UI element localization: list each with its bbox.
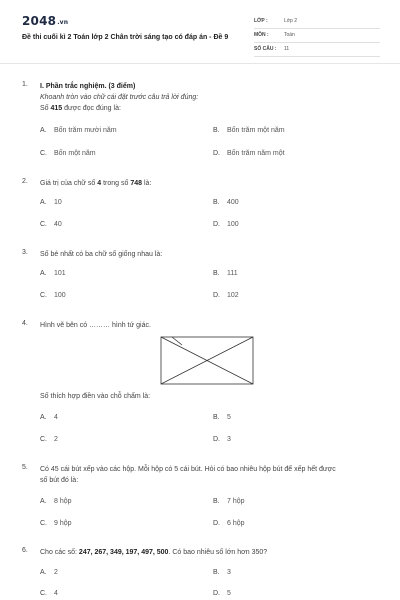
- option-b[interactable]: B. 111: [213, 270, 238, 277]
- meta-count-value: 11: [284, 46, 290, 52]
- question-text: Số bé nhất có ba chữ số giống nhau là:: [40, 251, 163, 258]
- option-c[interactable]: C. 4: [40, 590, 58, 597]
- meta-subject-value: Toán: [284, 32, 295, 38]
- question-number: 5.: [22, 464, 28, 471]
- option-d[interactable]: D. 3: [213, 436, 231, 443]
- question-number: 4.: [22, 320, 28, 327]
- option-c[interactable]: C. 9 hộp: [40, 520, 72, 527]
- question-text-line-1: Có 45 cái bút xếp vào các hộp. Mỗi hộp có 5 cái bút. Hỏi có bao nhiêu hộp bút để xếp hết được: [40, 466, 336, 473]
- option-a[interactable]: A. 10: [40, 199, 62, 206]
- option-b[interactable]: B. Bốn trăm một năm: [213, 127, 285, 134]
- question-number: 1.: [22, 81, 28, 88]
- option-a[interactable]: A. 101: [40, 270, 66, 277]
- question-number: 3.: [22, 249, 28, 256]
- option-b[interactable]: B. 3: [213, 569, 231, 576]
- option-c[interactable]: C. 2: [40, 436, 58, 443]
- option-a[interactable]: A. 2: [40, 569, 58, 576]
- meta-subject-key: MÔN :: [254, 32, 269, 38]
- question-text: Cho các số: 247, 267, 349, 197, 497, 500. Có bao nhiêu số lớn hơn 350?: [40, 549, 268, 556]
- question-subtext: Số thích hợp điền vào chỗ chấm là:: [40, 393, 151, 400]
- option-a[interactable]: A. 8 hộp: [40, 498, 72, 505]
- site-logo[interactable]: [22, 14, 68, 28]
- option-d[interactable]: D. Bốn trăm năm một: [213, 150, 285, 157]
- meta-class-value: Lớp 2: [284, 18, 298, 24]
- option-c[interactable]: C. Bốn một năm: [40, 150, 96, 157]
- page-title: Đề thi cuối kì 2 Toán lớp 2 Chân trời sáng tạo có đáp án - Đề 9: [22, 34, 229, 41]
- page-header: [0, 0, 400, 64]
- option-a[interactable]: A. Bốn trăm mười năm: [40, 127, 117, 134]
- meta-count-row: [254, 44, 380, 57]
- question-number: 2.: [22, 178, 28, 185]
- question-text: Giá trị của chữ số 4 trong số 748 là:: [40, 180, 152, 187]
- option-a[interactable]: A. 4: [40, 414, 58, 421]
- option-d[interactable]: D. 6 hộp: [213, 520, 245, 527]
- logo-main: 2048: [22, 14, 57, 28]
- logo-suffix: .vn: [57, 19, 69, 26]
- option-c[interactable]: C. 100: [40, 292, 66, 299]
- question-text-line-2: số bút đó là:: [40, 477, 79, 484]
- question-text: Hình vẽ bên có ……… hình tứ giác.: [40, 322, 151, 329]
- question-text: Số 415 được đọc đúng là:: [40, 105, 121, 112]
- option-c[interactable]: C. 40: [40, 221, 62, 228]
- meta-subject-row: [254, 30, 380, 43]
- quadrilateral-figure: [160, 336, 254, 385]
- meta-class-key: LỚP :: [254, 18, 268, 24]
- option-d[interactable]: D. 102: [213, 292, 239, 299]
- section-heading: I. Phần trắc nghiệm. (3 điểm): [40, 83, 136, 90]
- option-b[interactable]: B. 7 hộp: [213, 498, 245, 505]
- option-b[interactable]: B. 5: [213, 414, 231, 421]
- option-b[interactable]: B. 400: [213, 199, 239, 206]
- instruction-text: Khoanh tròn vào chữ cái đặt trước câu trả lời đúng:: [40, 94, 199, 101]
- meta-class-row: [254, 16, 380, 29]
- question-number: 6.: [22, 547, 28, 554]
- option-d[interactable]: D. 100: [213, 221, 239, 228]
- meta-count-key: SỐ CÂU :: [254, 46, 277, 52]
- option-d[interactable]: D. 5: [213, 590, 231, 597]
